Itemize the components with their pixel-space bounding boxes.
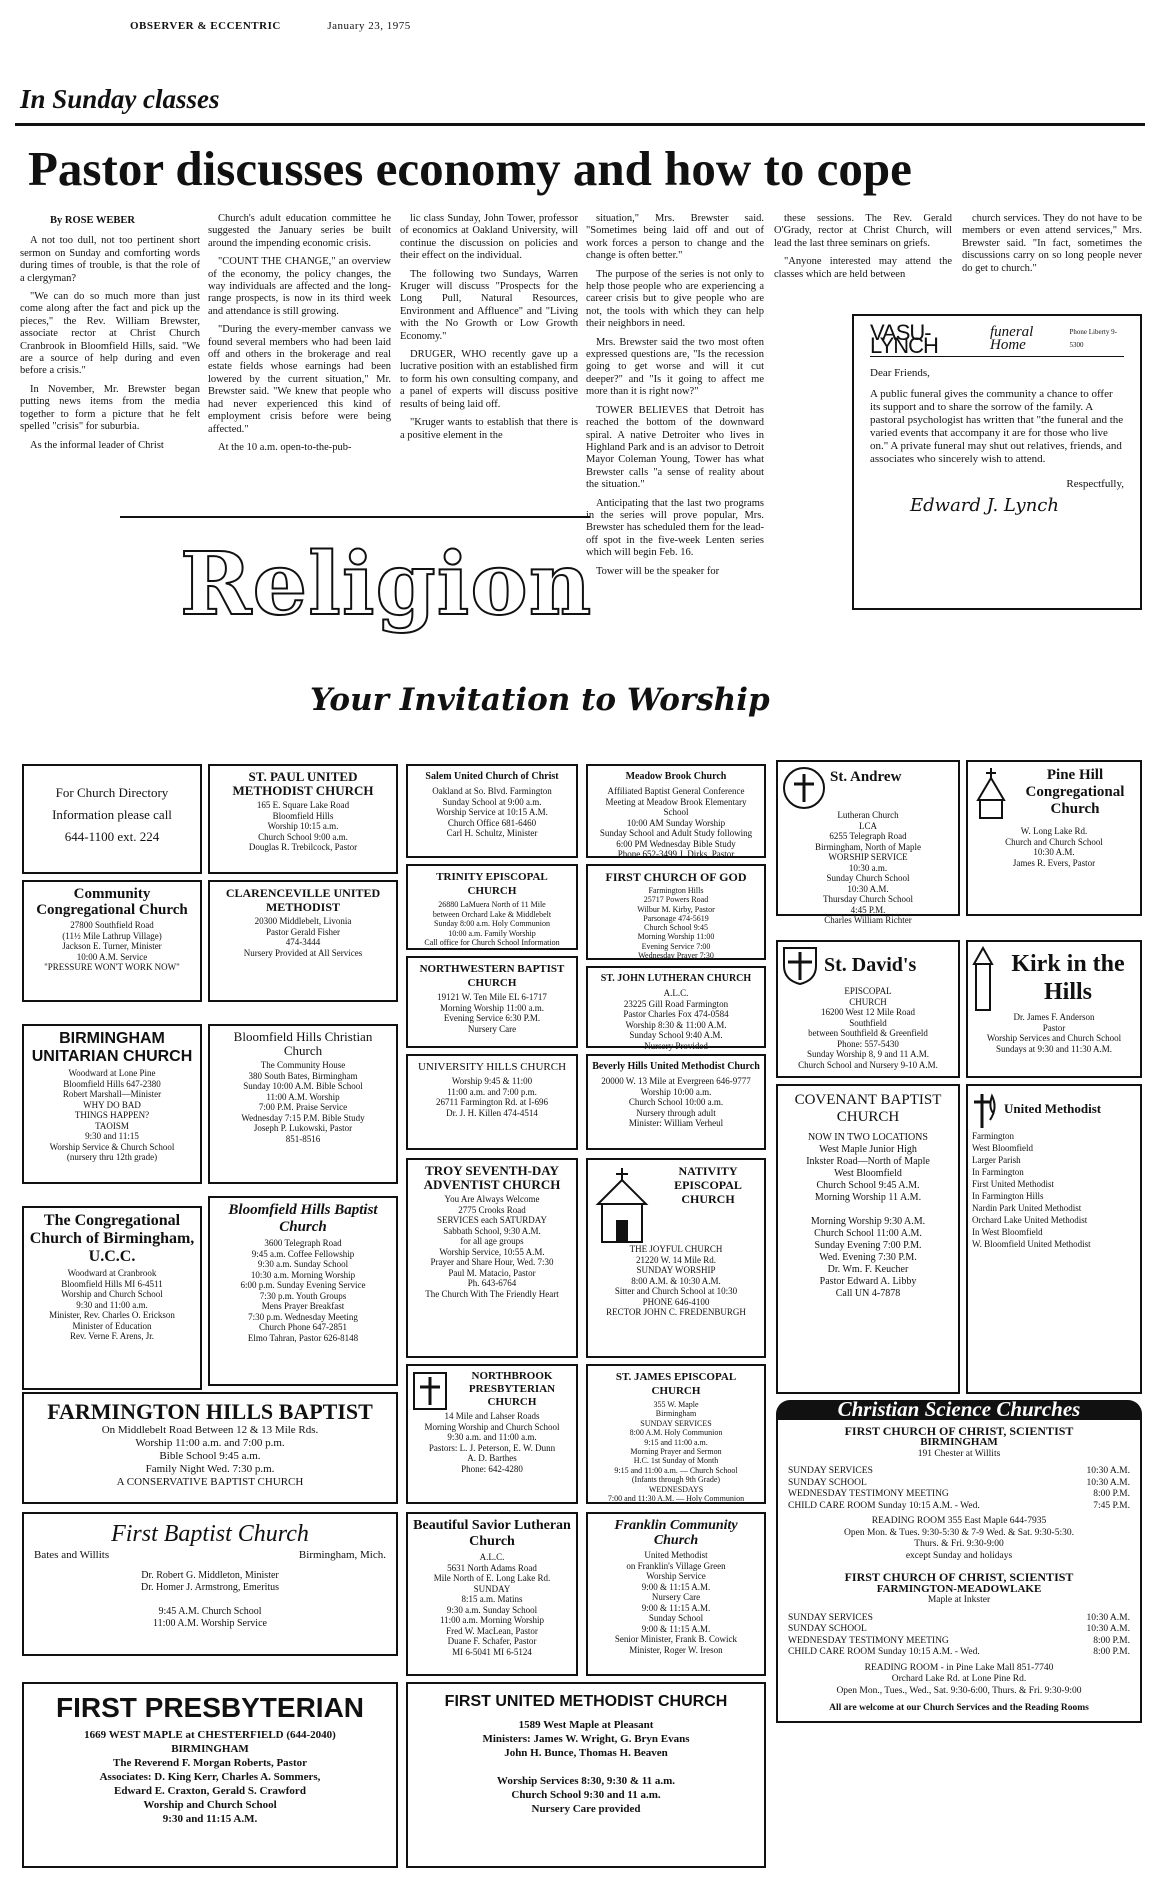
cs-first-addr: 191 Chester at Willits	[917, 1448, 1001, 1459]
beverly-hills-ad	[586, 1054, 766, 1150]
cs-row	[788, 1501, 1130, 1513]
article-col-4	[586, 213, 764, 584]
issue-date: January 23, 1975	[327, 20, 411, 32]
paragraph: "We can do so much more than just come along after the fact and pick up the pieces," the Rev. William Brewster, associate rector at Christ Church Cranbrook in Bloomfield Hills, said. "We are a source of help during and even before a crisis."	[20, 291, 200, 377]
church-title: United Methodist	[1004, 1100, 1102, 1116]
paragraph: "During the every-member canvass we found several members who had been laid off and others in the brokerage and real estate fields whose earnings had been lowered by the current situation," Mr. Brewster said. "We knew that people who had never experienced this kind of employment crisis before were being affected."	[208, 324, 391, 435]
church-title: St. David's	[824, 954, 917, 976]
church-emblem-icon	[412, 1371, 448, 1411]
church-details: 355 W. Maple Birmingham SUNDAY SERVICES 8:00 A.M. Holy Communion 9:15 and 11:00 a.m. Morning Prayer and Sermon H.C. 1st Sunday of Month 9:15 and 11:00 a.m. — Church School (Infants through 9th Grade) WEDNESDAYS 7:00 and 11:30 A.M. — Holy Communion	[607, 1400, 745, 1504]
funeral-home-sub: funeral Home	[990, 324, 1034, 353]
church-details: 19121 W. Ten Mile EL 6-1717 Morning Worship 11:00 a.m. Evening Service 6:30 P.M. Nursery Care	[437, 992, 547, 1034]
cs-footer: All are welcome at our Church Services and the Reading Rooms	[829, 1703, 1089, 1713]
church-title: TRINITY EPISCOPAL CHURCH	[436, 871, 548, 897]
paragraph: "Anyone interested may attend the classes which are held between	[774, 256, 952, 280]
paragraph: these sessions. The Rev. Gerald O'Grady, rector at Christ Church, will lead the last three seminars on griefs.	[774, 213, 952, 249]
st-davids-ad	[776, 940, 960, 1078]
paragraph: At the 10 a.m. open-to-the-pub-	[218, 441, 352, 453]
cs-reading-room: READING ROOM 355 East Maple 644-7935	[871, 1516, 1047, 1526]
church-city: Birmingham, Mich.	[298, 1549, 386, 1561]
church-details: The Community House 380 South Bates, Birmingham Sunday 10:00 A.M. Bible School 11:00 A.M. Worship 7:00 P.M. Praise Service Wednesday 7:15 P.M. Bible Study Joseph P. Lukowski, Pastor 851-8516	[241, 1060, 365, 1144]
church-title: NATIVITY EPISCOPAL CHURCH	[674, 1164, 742, 1206]
christian-science-ad	[776, 1397, 1142, 1870]
funeral-home-ad	[852, 314, 1142, 610]
church-details: 1669 WEST MAPLE at CHESTERFIELD (644-2040) BIRMINGHAM The Reverend F. Morgan Roberts, Pastor Associates: D. King Kerr, Charles A. Sommers, Edward E. Craxton, Gerald S. Crawford Worship and Church School 9:30 and 11:15 A.M.	[84, 1729, 336, 1825]
cs-row	[788, 1647, 1130, 1659]
church-details: United Methodist on Franklin's Village Green Worship Service 9:00 & 11:15 A.M. Nursery Care 9:00 & 11:15 A.M. Sunday School 9:00 & 11:15 A.M. Senior Minister, Frank B. Cowick Minister, Roger W. Ireson	[614, 1550, 738, 1655]
nativity-ad	[586, 1158, 766, 1358]
funeral-closing: Respectfully,	[1066, 478, 1124, 490]
directory-line-3: 644-1100 ext. 224	[64, 829, 160, 844]
paragraph: As the informal leader of Christ	[30, 439, 164, 451]
church-title: Salem United Church of Christ	[425, 771, 559, 782]
church-details: 165 E. Square Lake Road Bloomfield Hills Worship 10:15 a.m. Church School 9:00 a.m. Douglas R. Trebilcock, Pastor	[248, 800, 358, 852]
church-title: First Baptist Church	[111, 1521, 309, 1547]
cs-row-value: 10:30 A.M.	[1086, 1624, 1130, 1634]
cs-row	[788, 1466, 1130, 1478]
church-title: CLARENCEVILLE UNITED METHODIST	[225, 886, 381, 914]
paragraph: Mrs. Brewster said the two most often expressed questions are, "Is the recession going to get worse and will it cut deeper?" and "Is it going to affect me more than it is right now?"	[586, 336, 764, 398]
st-james-ad	[586, 1364, 766, 1504]
paragraph: In November, Mr. Brewster began putting news items from the media together to form a picture that he felt spelled "crisis" for suburbia.	[20, 383, 200, 433]
paragraph: church services. They do not have to be members or even attend services," Mrs. Brewster said. "In fact, sometimes the discussions carry on so long people never do get to church."	[962, 213, 1142, 274]
cs-first-title: FIRST CHURCH OF CHRIST, SCIENTIST	[844, 1423, 1074, 1438]
first-baptist-ad	[22, 1512, 398, 1656]
cs-hours: Open Mon. & Tues. 9:30-5:30 & 7-9 Wed. & Sat. 9:30-5:30. Thurs. & Fri. 9:30-9:00 except Sunday and holidays	[844, 1527, 1074, 1561]
cross-flame-icon	[972, 1090, 1000, 1130]
church-directory-ad	[22, 764, 202, 874]
salem-ad	[406, 764, 578, 858]
kicker: In Sunday classes	[20, 84, 220, 114]
church-title: FIRST CHURCH OF GOD	[605, 870, 747, 884]
kirk-ad	[966, 940, 1142, 1078]
northwestern-ad	[406, 956, 578, 1048]
church-title: Beautiful Savior Lutheran Church	[413, 1518, 571, 1549]
directory-line-2: Information please call	[52, 807, 172, 822]
bloomfield-baptist-ad	[208, 1196, 398, 1386]
cs-row-label: CHILD CARE ROOM Sunday 10:15 A.M. - Wed.	[788, 1647, 980, 1657]
paper-name: OBSERVER & ECCENTRIC	[130, 20, 281, 32]
church-details: Affiliated Baptist General Conference Meeting at Meadow Brook Elementary School 10:00 AM Sunday Worship Sunday School and Adult Study following 6:00 PM Wednesday Bible Study Phone 652-3499 J. Dirks, Pastor	[599, 786, 753, 859]
trinity-ad	[406, 864, 578, 950]
church-title: Beverly Hills United Methodist Church	[592, 1061, 760, 1072]
church-details: Worship 9:45 & 11:00 11:00 a.m. and 7:00 p.m. 26711 Farmington Rd. at I-696 Dr. J. H. Killen 474-4514	[436, 1076, 548, 1118]
church-details: Oakland at So. Blvd. Farmington Sunday School at 9:00 a.m. Worship Service at 10:15 A.M. Church Office 681-6460 Carl H. Schultz, Minister	[432, 786, 552, 838]
christian-science-title: Christian Science Churches	[776, 1400, 1142, 1420]
beautiful-savior-ad	[406, 1512, 578, 1676]
article-col-6	[962, 213, 1142, 281]
cs-row-label: CHILD CARE ROOM Sunday 10:15 A.M. - Wed.	[788, 1500, 980, 1511]
cs-row-label: SUNDAY SCHOOL	[788, 1477, 867, 1488]
church-title: FARMINGTON HILLS BAPTIST	[47, 1399, 373, 1424]
church-details: Dr. Robert G. Middleton, Minister Dr. Homer J. Armstrong, Emeritus 9:45 A.M. Church School 11:00 A.M. Worship Service	[140, 1569, 280, 1629]
cs-row-value: 10:30 A.M.	[1086, 1477, 1130, 1488]
first-church-god-ad	[586, 864, 766, 960]
church-title: TROY SEVENTH-DAY ADVENTIST CHURCH	[423, 1163, 561, 1192]
paragraph: DRUGER, WHO recently gave up a lucrative position with an established firm to form his own consulting company, and a panel of experts will discuss positive results of being laid off.	[400, 349, 578, 410]
church-details: 14 Mile and Lahser Roads Morning Worship and Church School 9:30 a.m. and 11:00 a.m. Pastors: L. J. Peterson, E. W. Dunn A. D. Barthes Phone: 642-4280	[424, 1411, 560, 1474]
church-details: Farmington Hills 25717 Powers Road Wilbur M. Kirby, Pastor Parsonage 474-5619 Church School 9:45 Morning Worship 11:00 Evening Service 7:00 Wednesday Prayer 7:30	[637, 886, 715, 961]
church-details: 20300 Middlebelt, Livonia Pastor Gerald Fisher 474-3444 Nursery Provided at All Services	[243, 916, 363, 958]
church-title: Pine Hill Congregational Church	[1025, 766, 1125, 817]
cs-second-addr: Maple at Inkster	[927, 1595, 991, 1605]
paragraph: Church's adult education committee he suggested the January series be built around the impending economic crisis.	[208, 213, 391, 249]
chapel-icon	[592, 1164, 652, 1244]
paragraph: situation," Mrs. Brewster said. "Sometimes being laid off and out of work forces a person to change and the change is often better."	[586, 213, 764, 262]
first-presbyterian-ad	[22, 1682, 398, 1868]
church-title: Meadow Brook Church	[625, 771, 727, 782]
cs-row-label: SUNDAY SERVICES	[788, 1466, 873, 1476]
church-details: 1589 West Maple at Pleasant Ministers: James W. Wright, G. Bryn Evans John H. Bunce, Thomas H. Beaven Worship Services 8:30, 9:30 & 11 a.m. Church School 9:30 and 11 a.m. Nursery Care provided	[482, 1719, 690, 1815]
st-paul-ad	[208, 764, 398, 874]
church-details: NOW IN TWO LOCATIONS West Maple Junior High Inkster Road—North of Maple West Bloomfield Church School 9:45 A.M. Morning Worship 11 A.M. Morning Worship 9:30 A.M. Church School 11:00 A.M. Sunday Evening 7:00 P.M. Wed. Evening 7:30 P.M. Dr. Wm. F. Keucher Pastor Edward A. Libby Call UN 4-7878	[806, 1132, 930, 1299]
st-andrew-ad	[776, 760, 960, 925]
church-title: COVENANT BAPTIST CHURCH	[794, 1092, 942, 1125]
church-title: Bloomfield Hills Christian Church	[233, 1029, 373, 1058]
university-hills-ad	[406, 1054, 578, 1150]
cs-second-title: FIRST CHURCH OF CHRIST, SCIENTIST	[844, 1570, 1074, 1584]
umc-farmington-ad	[966, 1084, 1142, 1394]
tower-icon	[972, 946, 994, 1012]
byline: By ROSE WEBER	[50, 215, 135, 226]
congregational-ad	[22, 1206, 202, 1390]
cs-row-value: 8:00 P.M.	[1093, 1489, 1130, 1499]
headline: Pastor discusses economy and how to cope	[28, 141, 912, 196]
section-title: Religion	[180, 534, 593, 635]
pine-hill-ad	[966, 760, 1142, 916]
church-title: ST. JOHN LUTHERAN CHURCH	[600, 973, 752, 984]
kicker-rule	[15, 123, 1145, 126]
funeral-signature: Edward J. Lynch	[910, 495, 1059, 516]
church-details: 20000 W. 13 Mile at Evergreen 646-9777 Worship 10:00 a.m. Church School 10:00 a.m. Nursery through adult Minister: William Verheul	[601, 1076, 751, 1128]
cs-row	[788, 1636, 1130, 1648]
cs-row-value: 10:30 A.M.	[1086, 1612, 1130, 1623]
masthead	[130, 20, 411, 32]
church-title: Community Congregational Church	[36, 886, 188, 918]
church-details: 27800 Southfield Road (11½ Mile Lathrup Village) Jackson E. Turner, Minister 10:00 A.M. Service "PRESSURE WON'T WORK NOW"	[44, 920, 180, 972]
paragraph: Anticipating that the last two programs in the series will prove popular, Mrs. Brewster has scheduled them for the lead-off spot in the five-week Lenten series which will begin Feb. 16.	[586, 497, 764, 559]
church-title: FIRST PRESBYTERIAN	[55, 1692, 365, 1723]
church-details: Woodward at Cranbrook Bloomfield Hills MI 6-4511 Worship and Church School 9:30 and 11:00 a.m. Minister, Rev. Charles O. Erickson Minister of Education Rev. Verne F. Arens, Jr.	[49, 1268, 175, 1341]
church-title: Kirk in the Hills	[1011, 951, 1125, 1005]
meadow-brook-ad	[586, 764, 766, 858]
church-details: 26880 LaMuera North of 11 Mile between Orchard Lake & Middlebelt Sunday 8:00 a.m. Holy Communion 10:00 a.m. Family Worship Call office for Church School Information	[424, 900, 560, 947]
clarenceville-ad	[208, 880, 398, 1002]
church-details: THE JOYFUL CHURCH 21220 W. 14 Mile Rd. SUNDAY WORSHIP 8:00 A.M. & 10:30 A.M. Sitter and Church School at 10:30 PHONE 646-4100 RECTOR JOHN C. FREDENBURGH	[606, 1244, 746, 1317]
directory-line-1: For Church Directory	[55, 785, 169, 800]
unitarian-ad	[22, 1024, 202, 1184]
cs-row	[788, 1624, 1130, 1636]
church-title: ST. JAMES EPISCOPAL CHURCH	[615, 1371, 737, 1397]
paragraph: "Kruger wants to establish that there is a positive element in the	[400, 417, 578, 441]
article-col-2	[208, 213, 391, 460]
church-title: UNIVERSITY HILLS CHURCH	[417, 1061, 567, 1073]
cs-row-value: 7:45 P.M.	[1093, 1500, 1130, 1511]
funeral-greeting: Dear Friends,	[870, 367, 930, 379]
paragraph: lic class Sunday, John Tower, professor of economics at Oakland University, will continue the discussion on policies and their effect on the individual.	[400, 213, 578, 262]
first-umc-ad	[406, 1682, 766, 1868]
church-details: EPISCOPAL CHURCH 16200 West 12 Mile Road Southfield between Southfield & Greenfield Phone: 557-5430 Sunday Worship 8, 9 and 11 A.M. Church School and Nursery 9-10 A.M.	[798, 986, 938, 1070]
funeral-home-name: VASU-LYNCH	[870, 320, 938, 358]
paragraph: Tower will be the speaker for	[596, 565, 720, 577]
church-title: FIRST UNITED METHODIST CHURCH	[444, 1693, 728, 1710]
article-col-3	[400, 213, 578, 448]
st-john-ad	[586, 966, 766, 1051]
church-title: Bloomfield Hills Baptist Church	[228, 1202, 378, 1235]
article-col-5	[774, 213, 952, 287]
church-title: NORTHBROOK PRESBYTERIAN CHURCH	[468, 1370, 556, 1408]
church-details: Lutheran Church LCA 6255 Telegraph Road Birmingham, North of Maple WORSHIP SERVICE 10:30 a.m. Sunday Church School 10:30 A.M. Thursday Church School 4:45 P.M. Charles William Richter	[815, 810, 921, 925]
church-details: You Are Always Welcome 2775 Crooks Road SERVICES each SATURDAY Sabbath School, 9:30 A.M. for all age groups Worship Service, 10:55 A.M. Prayer and Share Hour, Wed. 7:30 Paul M. Matacio, Pastor Ph. 643-6764 The Church With The Friendly Heart	[425, 1194, 559, 1299]
cs-first-city: BIRMINGHAM	[920, 1436, 998, 1448]
church-title: ST. PAUL UNITED METHODIST CHURCH	[232, 769, 374, 798]
church-details: W. Long Lake Rd. Church and Church School 10:30 A.M. James R. Evers, Pastor	[1005, 826, 1103, 868]
community-ad	[22, 880, 202, 1002]
cs-row-value: 10:30 A.M.	[1086, 1466, 1130, 1476]
church-title: St. Andrew	[830, 769, 902, 785]
church-details: Woodward at Lone Pine Bloomfield Hills 647-2380 Robert Marshall—Minister WHY DO BAD THINGS HAPPEN? TAOISM 9:30 and 11:15 Worship Service & Church School (nursery thru 12th grade)	[49, 1068, 175, 1162]
cs-row-label: SUNDAY SCHOOL	[788, 1624, 867, 1634]
invitation-title: Your Invitation to Worship	[310, 682, 770, 718]
church-details: 3600 Telegraph Road 9:45 a.m. Coffee Fellowship 9:30 a.m. Sunday School 10:30 a.m. Morning Worship 6:00 p.m. Sunday Evening Service 7:30 p.m. Youth Groups Mens Prayer Breakfast 7:30 p.m. Wednesday Meeting Church Phone 647-2851 Elmo Tahran, Pastor 626-8148	[240, 1238, 366, 1343]
cs-row	[788, 1613, 1130, 1625]
cs-reading-room: READING ROOM - in Pine Lake Mall 851-7740	[864, 1662, 1054, 1673]
paragraph: TOWER BELIEVES that Detroit has reached the bottom of the downward spiral. A native Detroiter who lives in Highland Park and is an advisor to Detroit Mayor Coleman Young, Tower has what Brewster calls "a sense of reality about the situation."	[586, 404, 764, 491]
church-details: Dr. James F. Anderson Pastor Worship Services and Church School Sundays at 9:30 and 11:30 A.M.	[986, 1012, 1122, 1054]
troy-sda-ad	[406, 1158, 578, 1358]
cs-row-value: 8:00 P.M.	[1093, 1635, 1130, 1646]
cs-hours: Orchard Lake Rd. at Lone Pine Rd. Open Mon., Tues., Wed., Sat. 9:30-6:00, Thurs. & Fri. 9:30-9:00	[836, 1674, 1082, 1696]
cs-row-label: SUNDAY SERVICES	[788, 1612, 873, 1623]
church-title: BIRMINGHAM UNITARIAN CHURCH	[31, 1030, 193, 1065]
church-title: Franklin Community Church	[614, 1518, 738, 1548]
paragraph: "COUNT THE CHANGE," an overview of the economy, the policy changes, the way individuals are affected and the long-range prospects, is now in its third week and attendance is still growing.	[208, 256, 391, 317]
northbrook-ad	[406, 1364, 578, 1504]
bloomfield-christian-ad	[208, 1024, 398, 1184]
cs-row	[788, 1478, 1130, 1490]
franklin-ad	[586, 1512, 766, 1676]
cs-row	[788, 1489, 1130, 1501]
funeral-body: A public funeral gives the community a chance to offer its support and to share the sorrow of the family. A pastoral psychologist has written that "the funeral and the varied events that accompany it are for those who live on." A private funeral may shut out relatives, friends, and associates who sincerely wish to attend.	[870, 388, 1124, 465]
cs-row-label: WEDNESDAY TESTIMONY MEETING	[788, 1635, 949, 1646]
church-details: On Middlebelt Road Between 12 & 13 Mile Rds. Worship 11:00 a.m. and 7:00 p.m. Bible School 9:45 a.m. Family Night Wed. 7:30 p.m. A CONSERVATIVE BAPTIST CHURCH	[101, 1424, 319, 1488]
farmington-baptist-ad	[22, 1392, 398, 1504]
church-title: The Congregational Church of Birmingham, U.C.C.	[29, 1212, 195, 1265]
church-location: Bates and Willits	[34, 1549, 110, 1561]
shield-icon	[782, 946, 818, 986]
church-details: Farmington West Bloomfield Larger Parish In Farmington First United Methodist In Farmington Hills Nardin Park United Methodist Orchard Lake United Methodist In West Bloomfield W. Bloomfield United Methodist	[972, 1131, 1091, 1249]
paragraph: A not too dull, not too pertinent short sermon on Sunday and comforting words during times of trouble, is that the role of a clergyman?	[20, 235, 200, 284]
cs-row-label: WEDNESDAY TESTIMONY MEETING	[788, 1489, 949, 1499]
church-seal-icon	[782, 766, 826, 810]
funeral-home-phone: Phone Liberty 9-5300	[1069, 328, 1117, 349]
paragraph: The purpose of the series is not only to help those people who are experiencing a career crisis but to give people who are not, the tools with which they can help their neighbors in need.	[586, 268, 764, 330]
church-details: A.L.C. 5631 North Adams Road Mile North of E. Long Lake Rd. SUNDAY 8:15 a.m. Matins 9:30 a.m. Sunday School 11:00 a.m. Morning Worship Fred W. MacLean, Pastor Duane F. Schafer, Pastor MI 6-5041 MI 6-5124	[433, 1552, 551, 1657]
cs-second-city: FARMINGTON-MEADOWLAKE	[876, 1582, 1042, 1595]
church-details: A.L.C. 23225 Gill Road Farmington Pastor Charles Fox 474-0584 Worship 8:30 & 11:00 A.M. Sunday School 9:40 A.M. Nursery Provided	[623, 988, 729, 1051]
steeple-icon	[972, 766, 1010, 820]
covenant-ad	[776, 1084, 960, 1394]
church-title: NORTHWESTERN BAPTIST CHURCH	[419, 963, 565, 989]
article-col-1	[20, 215, 200, 458]
cs-row-value: 8:00 P.M.	[1093, 1647, 1130, 1657]
paragraph: The following two Sundays, Warren Kruger will discuss "Prospects for the Long Pull, Natural Resources, Environment and Affluence" and "Living with the No Growth or Low Growth Economy."	[400, 268, 578, 342]
